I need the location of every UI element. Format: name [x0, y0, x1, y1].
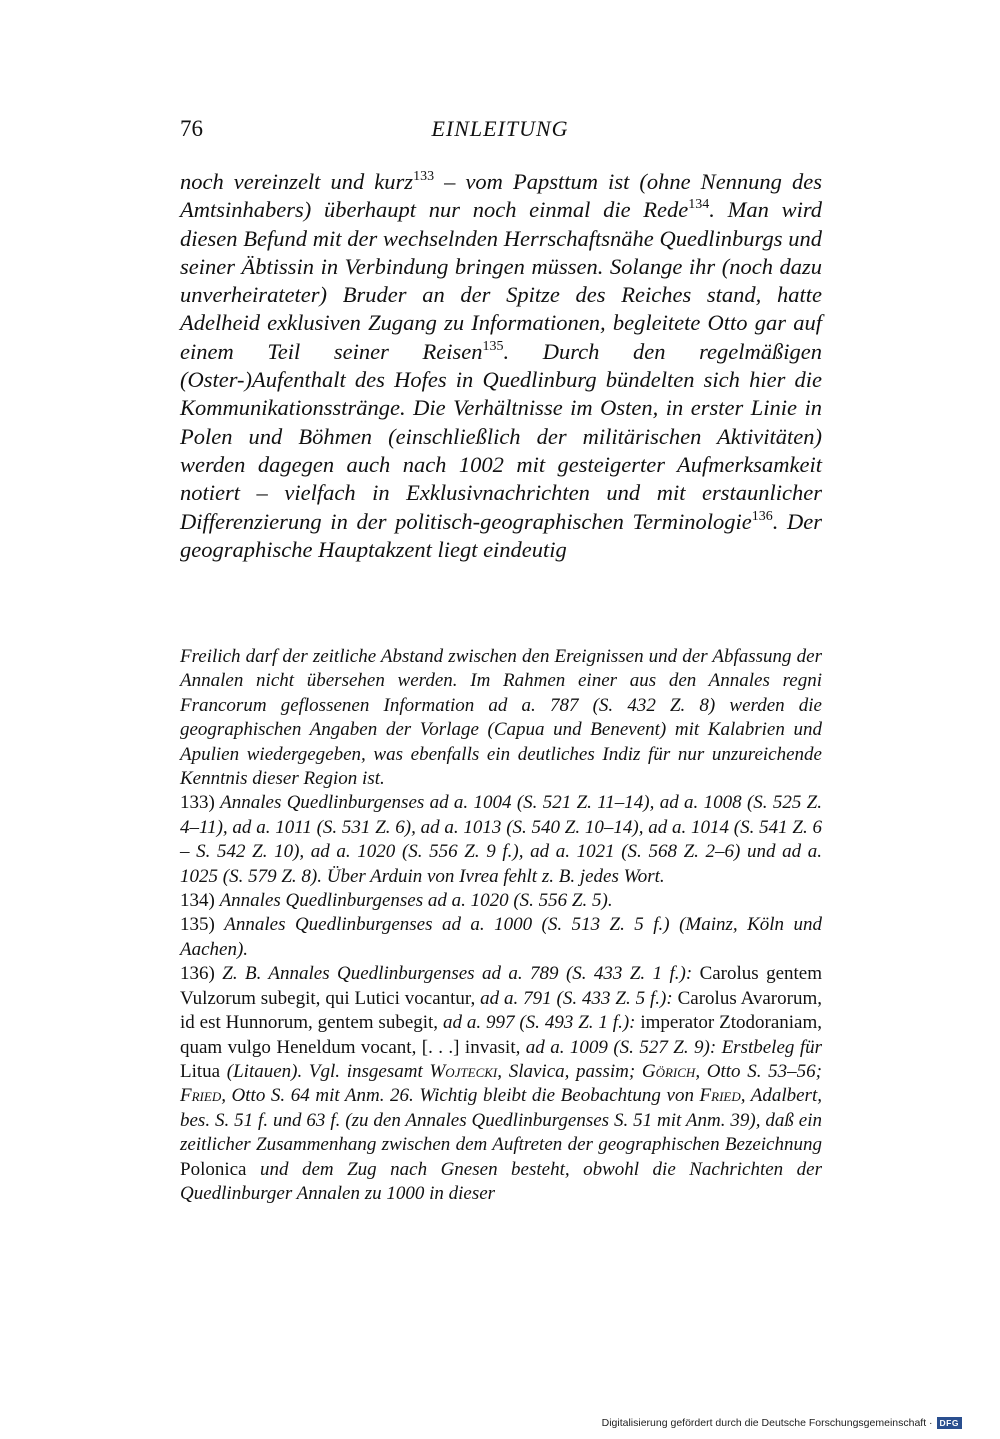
digitization-credit: Digitalisierung gefördert durch die Deutsche Forschungsgemeinschaft · [601, 1417, 933, 1429]
author-name: Fried [180, 1085, 222, 1107]
body-text [180, 168, 822, 564]
footnote-text: ad a. 1009 (S. 527 Z. 9): Erstbeleg für [525, 1036, 822, 1058]
author-name: Fried [699, 1085, 741, 1107]
footnote-ref-136[interactable]: 136 [751, 508, 773, 524]
footnote-ref-134[interactable]: 134 [688, 197, 710, 213]
footnote-134 [180, 889, 822, 913]
footnote-text: Annales Quedlinburgenses ad a. 1000 (S. 513 Z. 5 f.) (Mainz, Köln und Aachen). [180, 914, 823, 960]
footnote-ref-133[interactable]: 133 [413, 169, 435, 184]
body-segment: – vom Papsttum ist (ohne Nennung des Amtsinhabers) überhaupt nur noch einmal die Rede [180, 169, 822, 223]
footnote-continuation: Freilich darf der zeitliche Abstand zwischen den Ereignissen und der Abfassung der Annalen nicht übersehen werden. Im Rahmen einer aus den Annales regni Francorum geflossenen Information ad a. 787 (S. 432 Z. 8) werden die geographischen Angaben der Vorlage (Capua und Benevent) mit Kalabrien und Apulien wiedergegeben, was ebenfalls ein deutliches Indiz für nur unzureichende Kenntnis dieser Region ist. [180, 646, 822, 790]
footnote-number: 133) [180, 792, 215, 814]
footnotes [180, 645, 822, 1206]
footnote-text: Z. B. Annales Quedlinburgenses ad a. 789 (S. 433 Z. 1 f.): [222, 963, 693, 985]
latin-quote: Polonica [180, 1158, 260, 1180]
body-segment: . Durch den regelmäßigen (Oster-)Aufenthalt des Hofes in Quedlinburg bündelten sich hier die Kommunikationsstränge. Die Verhältnisse im Osten, in erster Linie in Polen und Böhmen (einschließlich der militärischen Aktivitäten) werden dagegen auch nach 1002 mit gesteigerter Aufmerksamkeit notiert – vielfach in Exklusivnachrichten und mit erstaunlicher Differenzierung in der politisch-geographischen Terminologie [180, 338, 822, 534]
footnote-text: (Litauen). Vgl. insgesamt [226, 1060, 430, 1082]
body-segment: . Der geographische Hauptakzent liegt eindeutig [180, 508, 822, 562]
footnote-text: Annales Quedlinburgenses ad a. 1004 (S. 521 Z. 11–14), ad a. 1008 (S. 525 Z. 4–11), ad a. 1011 (S. 531 Z. 6), ad a. 1013 (S. 540 Z. 10–14), ad a. 1014 (S. 541 Z. 6 – S. 542 Z. 10), ad a. 1020 (S. 556 Z. 9 f.), ad a. 1021 (S. 568 Z. 2–6) und ad a. 1025 (S. 579 Z. 8). Über Arduin von Ivrea fehlt z. B. jedes Wort. [180, 792, 823, 887]
footnote-text: , Otto S. 53–56; [695, 1060, 822, 1082]
footnote-text: , Slavica, passim; [497, 1060, 642, 1082]
latin-quote: Carolus Avarorum, id est Hunnorum, gentem subegit, [180, 987, 822, 1034]
footnote-text: ad a. 791 (S. 433 Z. 5 f.): [480, 987, 673, 1009]
digitization-footer [602, 1417, 962, 1429]
body-segment: noch vereinzelt und kurz [180, 169, 414, 194]
author-name: Görich [641, 1060, 696, 1082]
author-name: Wojtecki [429, 1060, 498, 1082]
footnote-number: 134) [180, 890, 215, 912]
footnote-text: , Adalbert, bes. S. 51 f. und 63 f. (zu den Annales Quedlinburgenses S. 51 mit Anm. 39), daß ein zeitlicher Zusammenhang zwischen dem Auftreten der geographischen Bezeichnung [180, 1085, 822, 1156]
footnote-number: 135) [180, 914, 215, 936]
latin-quote: imperator Ztodoraniam, quam vulgo Heneldum vocant, [. . .] invasit, [180, 1012, 822, 1058]
dfg-logo: DFG [937, 1417, 962, 1429]
latin-quote: Carolus gentem Vulzorum subegit, qui Lutici vocantur, [180, 963, 823, 1009]
footnote-ref-135[interactable]: 135 [482, 338, 504, 354]
page-number: 76 [180, 116, 203, 141]
running-head: EINLEITUNG [431, 116, 569, 141]
footnote-text: ad a. 997 (S. 493 Z. 1 f.): [442, 1012, 636, 1034]
latin-quote: Litua [180, 1060, 227, 1082]
body-segment: . Man wird diesen Befund mit der wechselnden Herrschaftsnähe Quedlinburgs und seiner Äbtissin in Verbindung bringen müssen. Solange ihr (noch dazu unverheirateter) Bruder an der Spitze des Reiches stand, hatte Adelheid exklusiven Zugang zu Informationen, begleitete Otto gar auf einem Teil seiner Reisen [180, 197, 822, 364]
footnote-text: und dem Zug nach Gnesen besteht, obwohl die Nachrichten der Quedlinburger Annalen zu 1000 in dieser [180, 1158, 822, 1204]
footnote-text: , Otto S. 64 mit Anm. 26. Wichtig bleibt die Beobachtung von [221, 1085, 700, 1107]
footnote-text: Annales Quedlinburgenses ad a. 1020 (S. 556 Z. 5). [219, 890, 613, 912]
footnote-number: 136) [180, 963, 215, 985]
footnote-133 [180, 791, 822, 889]
footnote-136 [180, 962, 822, 1206]
footnote-135 [180, 913, 822, 962]
